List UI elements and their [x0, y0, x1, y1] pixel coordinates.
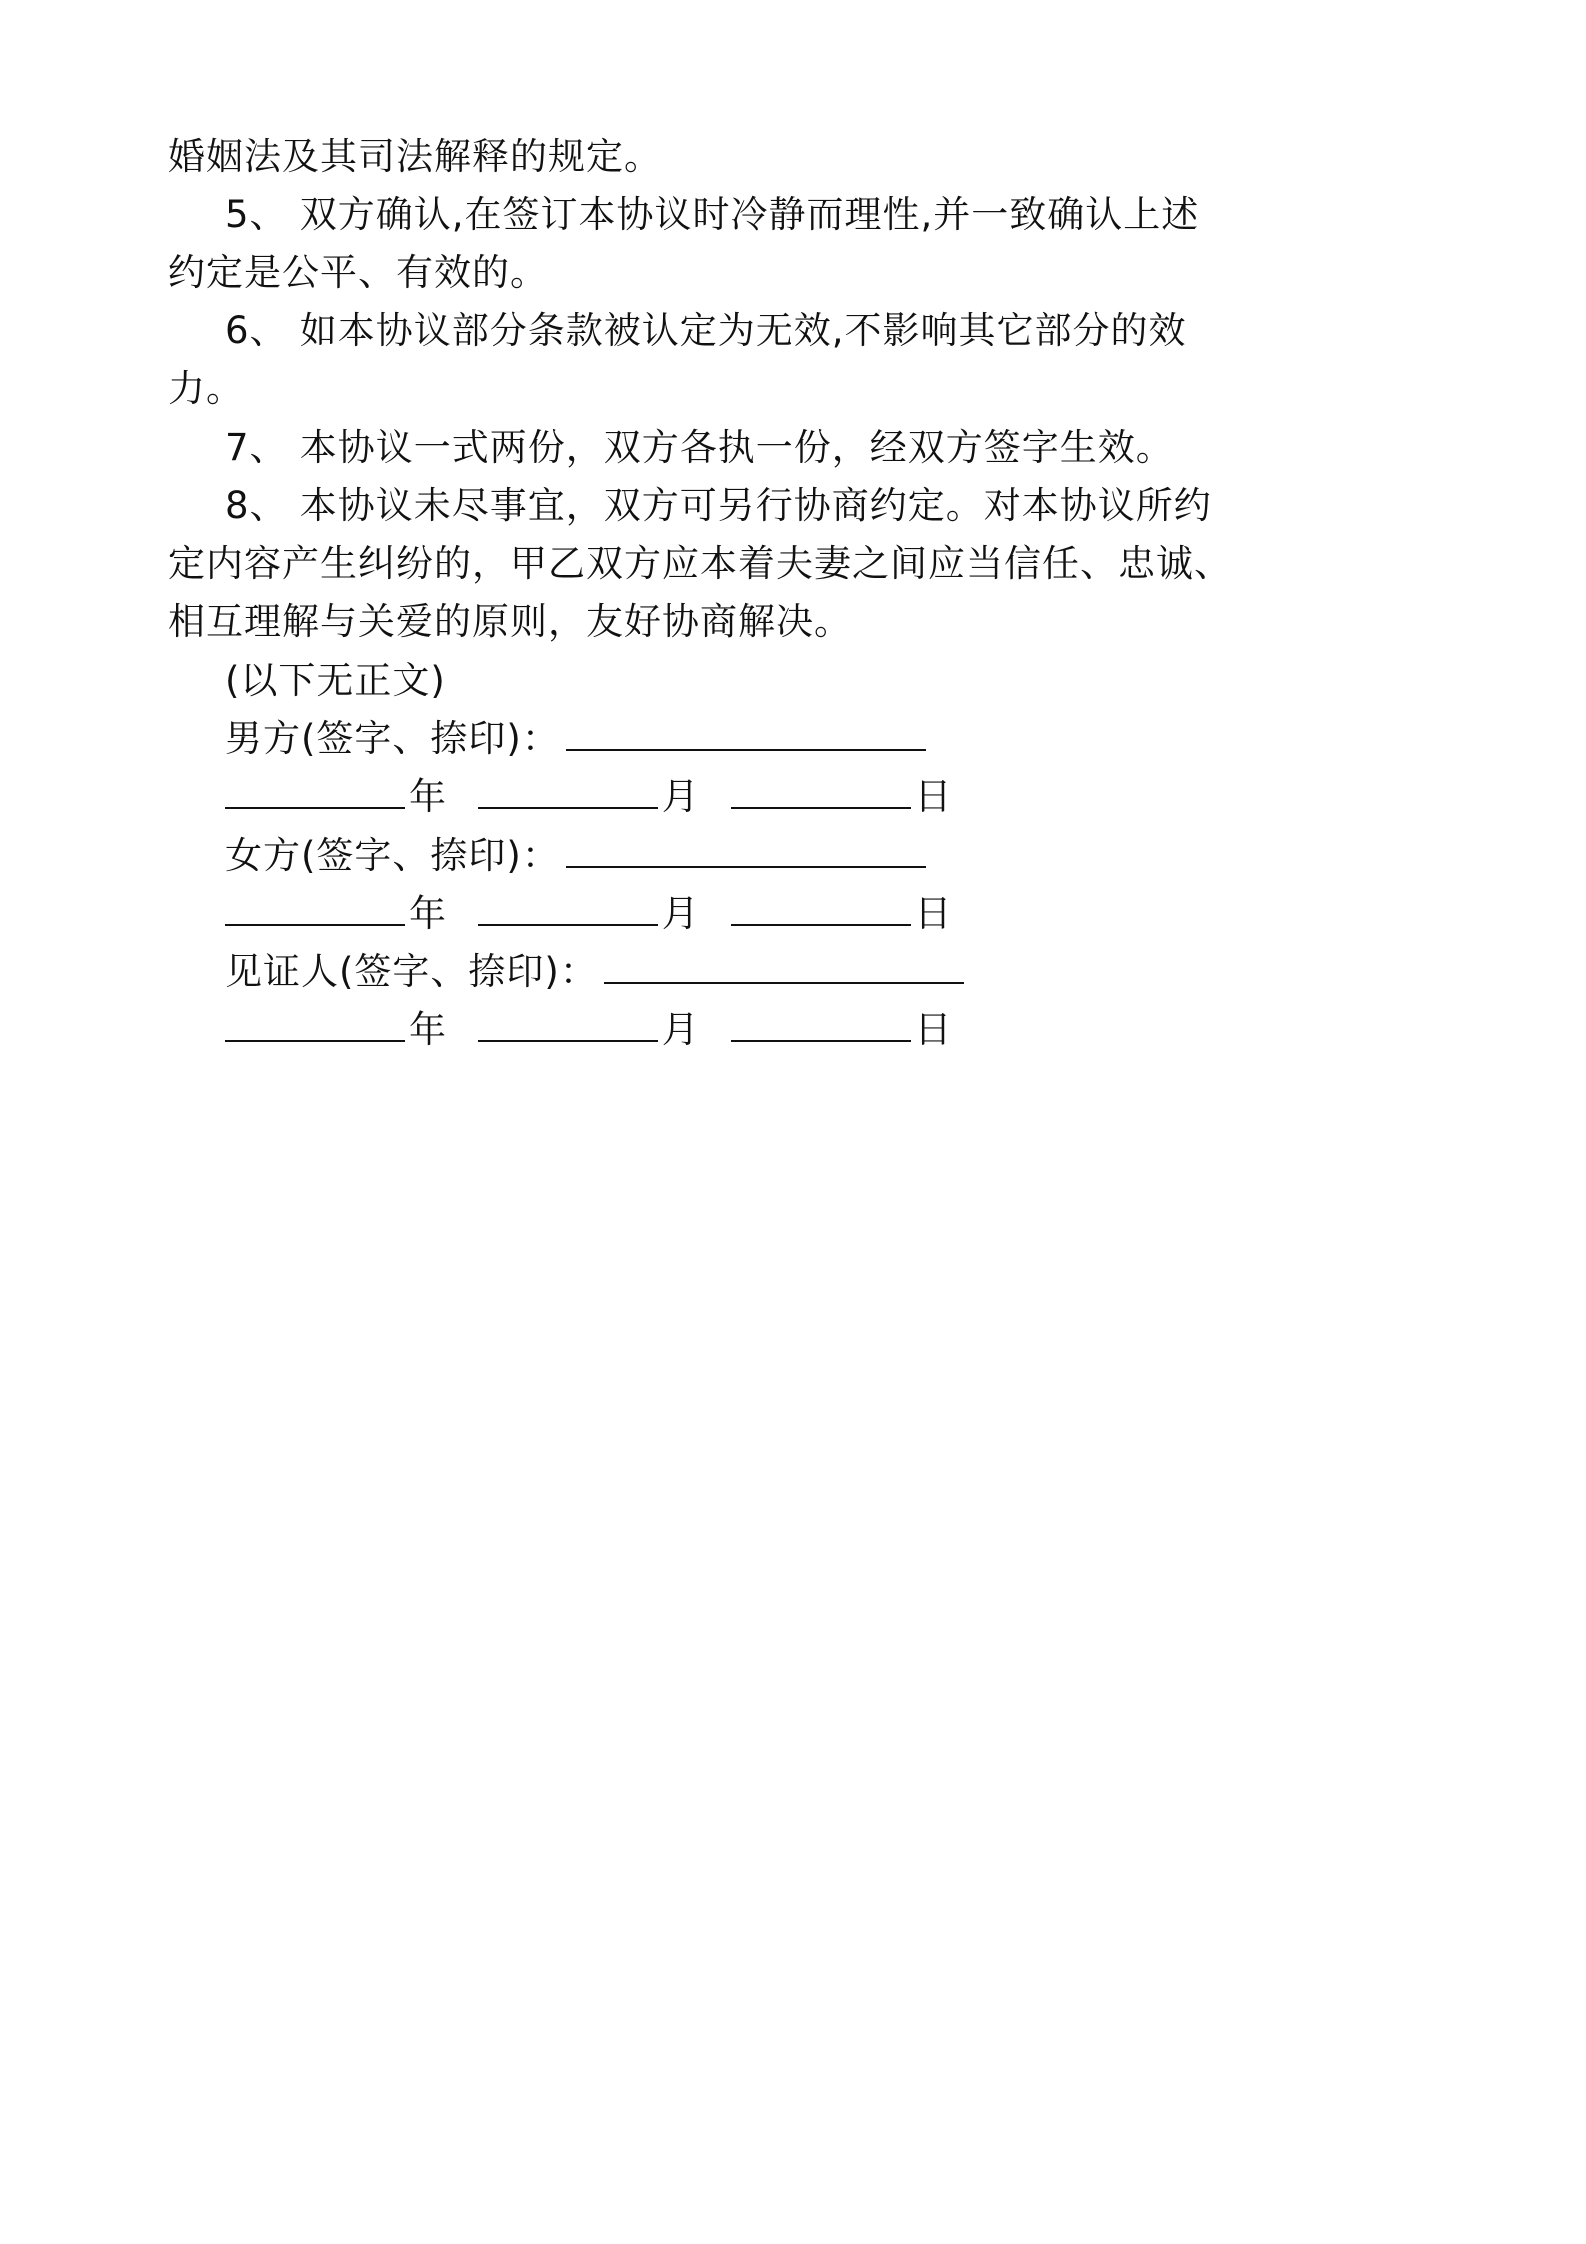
month-label: 月	[661, 775, 700, 818]
year-blank[interactable]	[225, 777, 405, 809]
signature-male	[225, 715, 926, 763]
item-8-line-2	[168, 540, 1232, 588]
paragraph-text: 如本协议部分条款被认定为无效,不影响其它部分的效	[299, 309, 1187, 352]
paragraph-text: 本协议一式两份，双方各执一份，经双方签字生效。	[299, 426, 1174, 469]
item-6-line-1	[225, 307, 1187, 355]
signature-blank[interactable]	[604, 952, 964, 984]
day-blank[interactable]	[731, 1010, 911, 1042]
signature-female	[225, 832, 926, 880]
item-number: 6、	[225, 309, 288, 352]
paragraph-text: 本协议未尽事宜，双方可另行协商约定。对本协议所约	[299, 484, 1212, 527]
item-8-line-1	[225, 482, 1212, 530]
paragraph-text: 婚姻法及其司法解释的规定。	[168, 135, 662, 178]
item-7-line-1	[225, 424, 1174, 472]
paragraph-text: 双方确认,在签订本协议时冷静而理性,并一致确认上述	[299, 193, 1200, 236]
year-label: 年	[409, 1008, 447, 1051]
item-number: 5、	[225, 193, 288, 236]
signature-label: 见证人(签字、捺印)：	[225, 950, 598, 993]
month-label: 月	[661, 1008, 700, 1051]
month-blank[interactable]	[478, 1010, 658, 1042]
item-number: 7、	[225, 426, 288, 469]
day-label: 日	[914, 892, 953, 935]
item-number: 8、	[225, 484, 288, 527]
paragraph-line	[168, 133, 662, 181]
day-label: 日	[914, 1008, 953, 1051]
item-8-line-3	[168, 598, 852, 646]
month-label: 月	[661, 892, 700, 935]
year-label: 年	[409, 775, 447, 818]
signature-blank[interactable]	[566, 719, 926, 751]
year-blank[interactable]	[225, 894, 405, 926]
year-label: 年	[409, 892, 447, 935]
date-row-witness	[225, 1006, 971, 1054]
date-row-female	[225, 890, 971, 938]
paragraph-text: 定内容产生纠纷的，甲乙双方应本着夫妻之间应当信任、忠诚、	[168, 542, 1232, 585]
signature-blank[interactable]	[566, 836, 926, 868]
year-blank[interactable]	[225, 1010, 405, 1042]
day-blank[interactable]	[731, 894, 911, 926]
signature-label: 女方(签字、捺印)：	[225, 834, 560, 877]
date-row-male	[225, 773, 971, 821]
signature-witness	[225, 948, 964, 996]
day-label: 日	[914, 775, 953, 818]
item-5-line-1	[225, 191, 1199, 239]
day-blank[interactable]	[731, 777, 911, 809]
month-blank[interactable]	[478, 777, 658, 809]
end-note-text: (以下无正文)	[225, 659, 446, 702]
month-blank[interactable]	[478, 894, 658, 926]
end-note	[225, 657, 446, 705]
paragraph-text: 相互理解与关爱的原则，友好协商解决。	[168, 600, 852, 643]
signature-label: 男方(签字、捺印)：	[225, 717, 560, 760]
paragraph-text: 力。	[168, 367, 244, 410]
paragraph-text: 约定是公平、有效的。	[168, 251, 548, 294]
item-6-line-2	[168, 365, 244, 413]
item-5-line-2	[168, 249, 548, 297]
